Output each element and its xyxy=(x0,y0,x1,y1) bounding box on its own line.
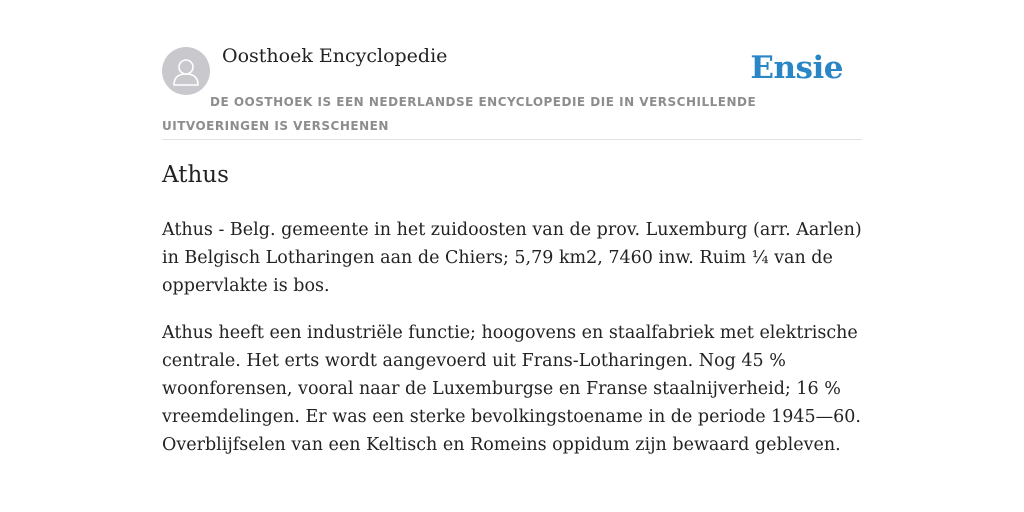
article-body xyxy=(162,216,862,478)
article-paragraph: Athus heeft een industriële functie; hoogovens en staalfabriek met elektrische centrale. Het erts wordt aangevoerd uit Frans-Lotharingen. Nog 45 % woonforensen, vooral naar de Luxemburgse en Franse staalnijverheid; 16 % vreemdelingen. Er was een sterke bevolkingstoename in de periode 1945—60. Overblijfselen van een Keltisch en Romeins oppidum zijn bewaard gebleven. xyxy=(162,323,861,455)
source-avatar[interactable] xyxy=(162,47,210,95)
source-description: DE OOSTHOEK IS EEN NEDERLANDSE ENCYCLOPEDIE DIE IN VERSCHILLENDE UITVOERINGEN IS VERSCHENEN xyxy=(162,95,757,133)
article-container xyxy=(162,0,862,455)
ensie-logo[interactable]: Ensie xyxy=(750,50,843,86)
source-header xyxy=(162,0,862,140)
source-name-link[interactable]: Oosthoek Encyclopedie xyxy=(222,45,448,67)
article-paragraph: Athus - Belg. gemeente in het zuidoosten van de prov. Luxemburg (arr. Aarlen) in Belgisch Lotharingen aan de Chiers; 5,79 km2, 7460 inw. Ruim ¼ van de oppervlakte is bos. xyxy=(162,220,862,296)
article-title: Athus xyxy=(162,162,229,188)
user-icon xyxy=(162,47,210,95)
